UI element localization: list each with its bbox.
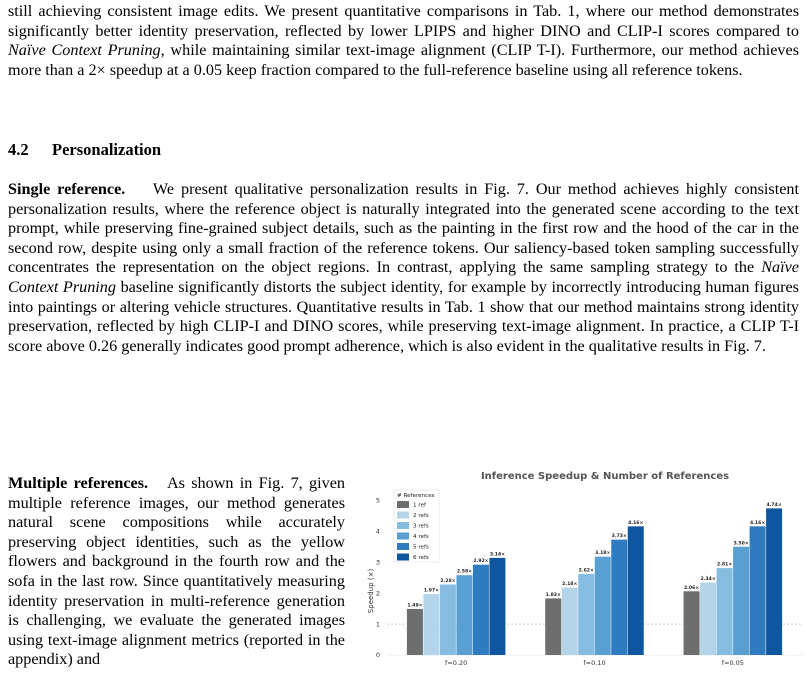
single-reference-emphasis: Naïve Context Pruning [8,258,799,296]
section-title: Personalization [52,140,162,159]
bar-value-label: 2.81× [716,562,733,568]
bar [489,558,505,655]
y-tick-label: 4 [375,527,380,536]
bar-value-label: 2.62× [578,568,594,574]
multiple-references-text: As shown in Fig. 7, given multiple reference images, our method generates natural scene compositions while accurately preserving object identities, such as the yellow flowers and background in the fourth row and the sofa in the last row. Since quantitatively measuring identity preservation in multi-reference generation is challenging, we evaluate the generated images using text-image alignment metrics (reported in the appendix) and [8,474,345,669]
x-tick-label: f=0.20 [445,659,468,667]
bar-value-label: 3.18× [595,551,611,557]
single-reference-text-1: We present qualitative personalization results in Fig. 7. Our method achieves highly consistent personalization results, where the reference object is naturally integrated into the generated scene according to the text prompt, while preserving fine-grained subject details, such as the painting in the first row and the hood of the car in the second row, despite using only a small fraction of the reference tokens. Our saliency-based token sampling successfully concentrates the representation on the object regions. In contrast, applying the same sampling strategy to the [8,180,799,277]
legend-swatch [397,501,409,508]
single-reference-text-2: baseline significantly distorts the subject identity, for example by incorrectly introducing human figures into paintings or altering vehicle structures. Quantitative results in Tab. 1 show that our method maintains strong identity preservation, reflected by high CLIP-I and DINO scores, while preserving text-image alignment. In practice, a CLIP T-I score above 0.26 generally indicates good prompt adherence, which is also evident in the qualitative results in Fig. 7. [8,277,799,355]
legend-swatch [397,512,409,519]
legend-entry: 6 refs [413,555,429,561]
bar-value-label: 4.74× [766,502,782,508]
y-tick-label: 2 [375,589,380,598]
y-tick-label: 1 [375,620,380,629]
chart-y-axis-label: Speedup (×) [367,568,375,614]
legend-swatch [397,543,409,550]
bar [733,547,749,655]
legend-swatch [397,522,409,529]
chart-title: Inference Speedup & Number of References [480,471,730,482]
legend-entry: 1 ref [413,502,426,509]
multiple-references-paragraph [8,474,345,670]
bar [545,598,561,655]
bar [628,526,644,655]
bar-value-label: 2.92× [473,559,489,565]
single-reference-paragraph [8,180,799,356]
legend-title: # References [397,493,435,499]
bar [407,609,423,655]
bar-value-label: 2.18× [562,582,578,588]
bar [595,557,611,655]
y-tick-label: 5 [375,496,380,505]
bar-value-label: 1.97× [423,588,440,594]
legend-swatch [397,533,409,540]
bar [611,540,627,655]
bar [440,584,456,655]
bar [578,574,594,655]
bar-value-label: 4.16× [749,520,766,526]
section-heading [8,140,161,160]
bar [562,588,578,655]
bar-value-label: 2.58× [456,569,473,575]
legend-entry: 2 refs [413,513,429,519]
legend-entry: 4 refs [413,534,429,540]
bar [473,565,489,655]
legend-swatch [397,554,409,561]
bar-value-label: 3.14× [489,552,506,558]
speedup-chart [357,466,807,678]
y-tick-label: 3 [375,558,380,567]
x-tick-label: f=0.05 [721,659,744,667]
bar-value-label: 1.49× [407,603,423,609]
x-tick-label: f=0.10 [583,659,606,667]
single-reference-lead: Single reference. [8,180,126,198]
bar-value-label: 4.16× [628,520,644,526]
speedup-chart-svg [357,466,807,678]
bar [423,594,439,655]
bar [456,575,472,655]
bar-value-label: 2.06× [683,585,700,591]
y-tick-label: 0 [375,651,380,660]
bar [766,508,782,655]
bar-value-label: 3.73× [611,534,627,540]
bar-value-label: 3.50× [733,541,749,547]
intro-text-2: , while maintaining similar text-image alignment (CLIP T-I). Furthermore, our method achieves more than a 2× speedup at a 0.05 keep fraction compared to the full-reference baseline using all reference tokens. [8,41,799,79]
section-number: 4.2 [8,140,29,159]
bar [717,568,733,655]
legend-entry: 5 refs [413,544,429,551]
bar-value-label: 2.28× [440,578,456,584]
multiple-references-lead: Multiple references. [8,474,149,492]
legend-entry: 3 refs [413,523,429,530]
bar-value-label: 2.34× [700,577,716,583]
bar [700,583,716,655]
intro-text-1: still achieving consistent image edits. We present quantitative comparisons in Tab. 1, where our method demonstrates significantly better identity preservation, reflected by lower LPIPS and higher DINO and CLIP-I scores compared to [8,2,799,40]
intro-paragraph [8,2,799,80]
bar-value-label: 1.83× [545,592,561,598]
bar [684,591,700,655]
intro-emphasis: Naïve Context Pruning [8,41,161,60]
bar [750,526,766,655]
